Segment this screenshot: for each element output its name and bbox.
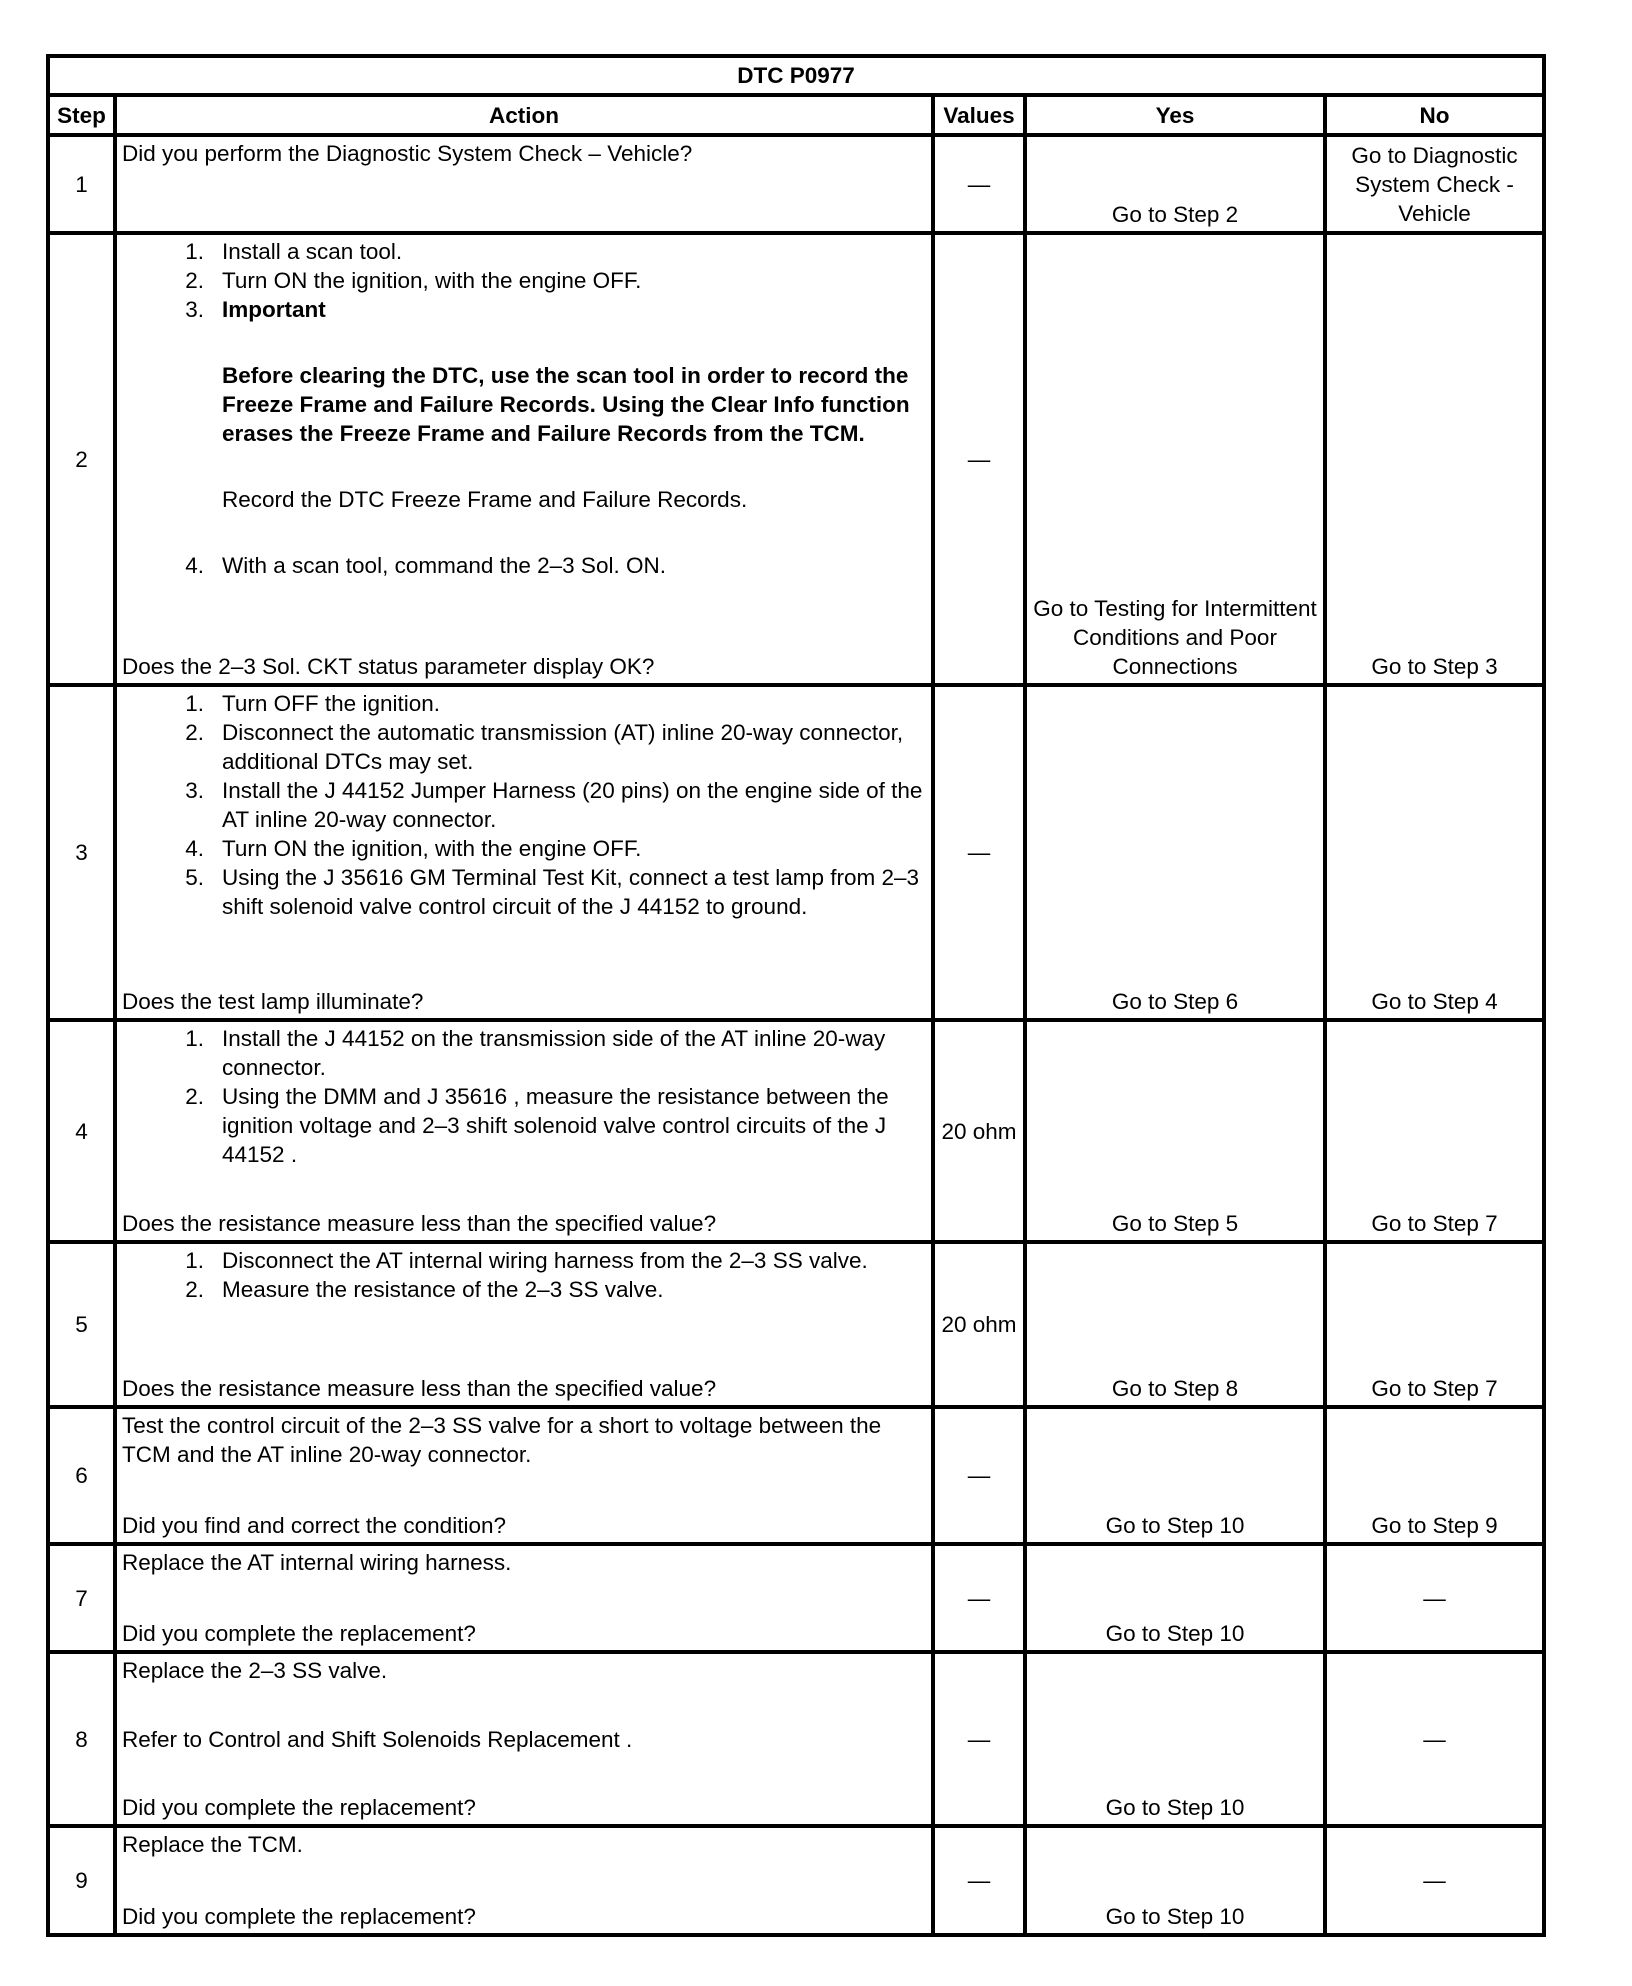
action-text: Replace the AT internal wiring harness. bbox=[122, 1550, 512, 1575]
header-values: Values bbox=[933, 95, 1025, 135]
yes-action: Go to Testing for Intermittent Conditions and Poor Connections bbox=[1025, 233, 1325, 685]
no-action: Go to Step 7 bbox=[1325, 1242, 1544, 1407]
table-row bbox=[48, 1652, 1544, 1826]
table-row bbox=[48, 233, 1544, 685]
yes-action: Go to Step 10 bbox=[1025, 1407, 1325, 1544]
question: Did you perform the Diagnostic System Check – Vehicle? bbox=[122, 141, 693, 166]
list-item: 2. Measure the resistance of the 2–3 SS valve. bbox=[185, 1277, 664, 1302]
table-row bbox=[48, 1407, 1544, 1544]
step-number: 5 bbox=[48, 1242, 115, 1407]
step-number: 8 bbox=[48, 1652, 115, 1826]
step-number: 1 bbox=[48, 135, 115, 233]
yes-action: Go to Step 5 bbox=[1025, 1020, 1325, 1242]
question: Did you find and correct the condition? bbox=[122, 1513, 506, 1538]
yes-action: Go to Step 6 bbox=[1025, 685, 1325, 1020]
action-text: Replace the 2–3 SS valve. bbox=[122, 1658, 388, 1683]
important-note: Before clearing the DTC, use the scan tool in order to record the Freeze Frame and Failure Records. Using the Clear Info function erases the Freeze Frame and Failure Records from the TCM. bbox=[222, 363, 910, 446]
list-item: 5. Using the J 35616 GM Terminal Test Kit, connect a test lamp from 2–3 shift solenoid valve control circuit of the J 44152 to ground. bbox=[185, 865, 920, 919]
list-item: 4. With a scan tool, command the 2–3 Sol. ON. bbox=[185, 553, 666, 578]
table-row bbox=[48, 135, 1544, 233]
list-item: 2. Using the DMM and J 35616 , measure the resistance between the ignition voltage and 2–3 shift solenoid valve control circuits of the J 44152 . bbox=[185, 1084, 889, 1167]
no-action: Go to Step 9 bbox=[1325, 1407, 1544, 1544]
action-text: Test the control circuit of the 2–3 SS valve for a short to voltage between the TCM and the AT inline 20-way connector. bbox=[122, 1413, 882, 1467]
list-item: 1. Install a scan tool. bbox=[185, 239, 403, 264]
step-number: 3 bbox=[48, 685, 115, 1020]
reference-link[interactable]: Refer to Control and Shift Solenoids Replacement . bbox=[122, 1726, 633, 1752]
value: — bbox=[933, 233, 1025, 685]
table-title: DTC P0977 bbox=[48, 56, 1544, 95]
list-item: 2. Turn ON the ignition, with the engine OFF. bbox=[185, 268, 642, 293]
value: — bbox=[933, 135, 1025, 233]
no-action: Go to Step 7 bbox=[1325, 1020, 1544, 1242]
record-note: Record the DTC Freeze Frame and Failure Records. bbox=[222, 487, 748, 512]
value: — bbox=[933, 1544, 1025, 1652]
header-action: Action bbox=[115, 95, 933, 135]
yes-action: Go to Step 10 bbox=[1025, 1652, 1325, 1826]
question: Did you complete the replacement? bbox=[122, 1795, 476, 1820]
action-text: Replace the TCM. bbox=[122, 1832, 303, 1857]
header-step: Step bbox=[48, 95, 115, 135]
dtc-table bbox=[46, 54, 1546, 1937]
value: 20 ohm bbox=[933, 1242, 1025, 1407]
question: Does the test lamp illuminate? bbox=[122, 989, 424, 1014]
no-action: Go to Step 4 bbox=[1325, 685, 1544, 1020]
yes-action: Go to Step 10 bbox=[1025, 1544, 1325, 1652]
table-row bbox=[48, 685, 1544, 1020]
question: Does the resistance measure less than the specified value? bbox=[122, 1376, 717, 1401]
step-number: 7 bbox=[48, 1544, 115, 1652]
yes-action: Go to Step 8 bbox=[1025, 1242, 1325, 1407]
step-number: 6 bbox=[48, 1407, 115, 1544]
step-number: 2 bbox=[48, 233, 115, 685]
no-action: — bbox=[1325, 1544, 1544, 1652]
header-yes: Yes bbox=[1025, 95, 1325, 135]
list-item: 4. Turn ON the ignition, with the engine OFF. bbox=[185, 836, 642, 861]
yes-action: Go to Step 2 bbox=[1025, 135, 1325, 233]
question: Did you complete the replacement? bbox=[122, 1904, 476, 1929]
header-no: No bbox=[1325, 95, 1544, 135]
question: Did you complete the replacement? bbox=[122, 1621, 476, 1646]
list-item: 3. Important bbox=[185, 297, 326, 322]
no-action: — bbox=[1325, 1826, 1544, 1935]
value: — bbox=[933, 685, 1025, 1020]
no-action: — bbox=[1325, 1652, 1544, 1826]
step-number: 9 bbox=[48, 1826, 115, 1935]
list-item: 3. Install the J 44152 Jumper Harness (20 pins) on the engine side of the AT inline 20-way connector. bbox=[185, 778, 923, 832]
question: Does the 2–3 Sol. CKT status parameter display OK? bbox=[122, 654, 655, 679]
value: — bbox=[933, 1826, 1025, 1935]
value: — bbox=[933, 1407, 1025, 1544]
no-action: Go to Diagnostic System Check - Vehicle bbox=[1325, 135, 1544, 233]
yes-action: Go to Step 10 bbox=[1025, 1826, 1325, 1935]
table-row bbox=[48, 1544, 1544, 1652]
value: — bbox=[933, 1652, 1025, 1826]
list-item: 1. Turn OFF the ignition. bbox=[185, 691, 441, 716]
question: Does the resistance measure less than the specified value? bbox=[122, 1211, 717, 1236]
table-row bbox=[48, 1826, 1544, 1935]
table-row bbox=[48, 1242, 1544, 1407]
list-item: 2. Disconnect the automatic transmission (AT) inline 20-way connector, additional DTCs may set. bbox=[185, 720, 904, 774]
no-action: Go to Step 3 bbox=[1325, 233, 1544, 685]
step-number: 4 bbox=[48, 1020, 115, 1242]
value: 20 ohm bbox=[933, 1020, 1025, 1242]
list-item: 1. Disconnect the AT internal wiring harness from the 2–3 SS valve. bbox=[185, 1248, 868, 1273]
table-row bbox=[48, 1020, 1544, 1242]
list-item: 1. Install the J 44152 on the transmission side of the AT inline 20-way connector. bbox=[185, 1026, 886, 1080]
